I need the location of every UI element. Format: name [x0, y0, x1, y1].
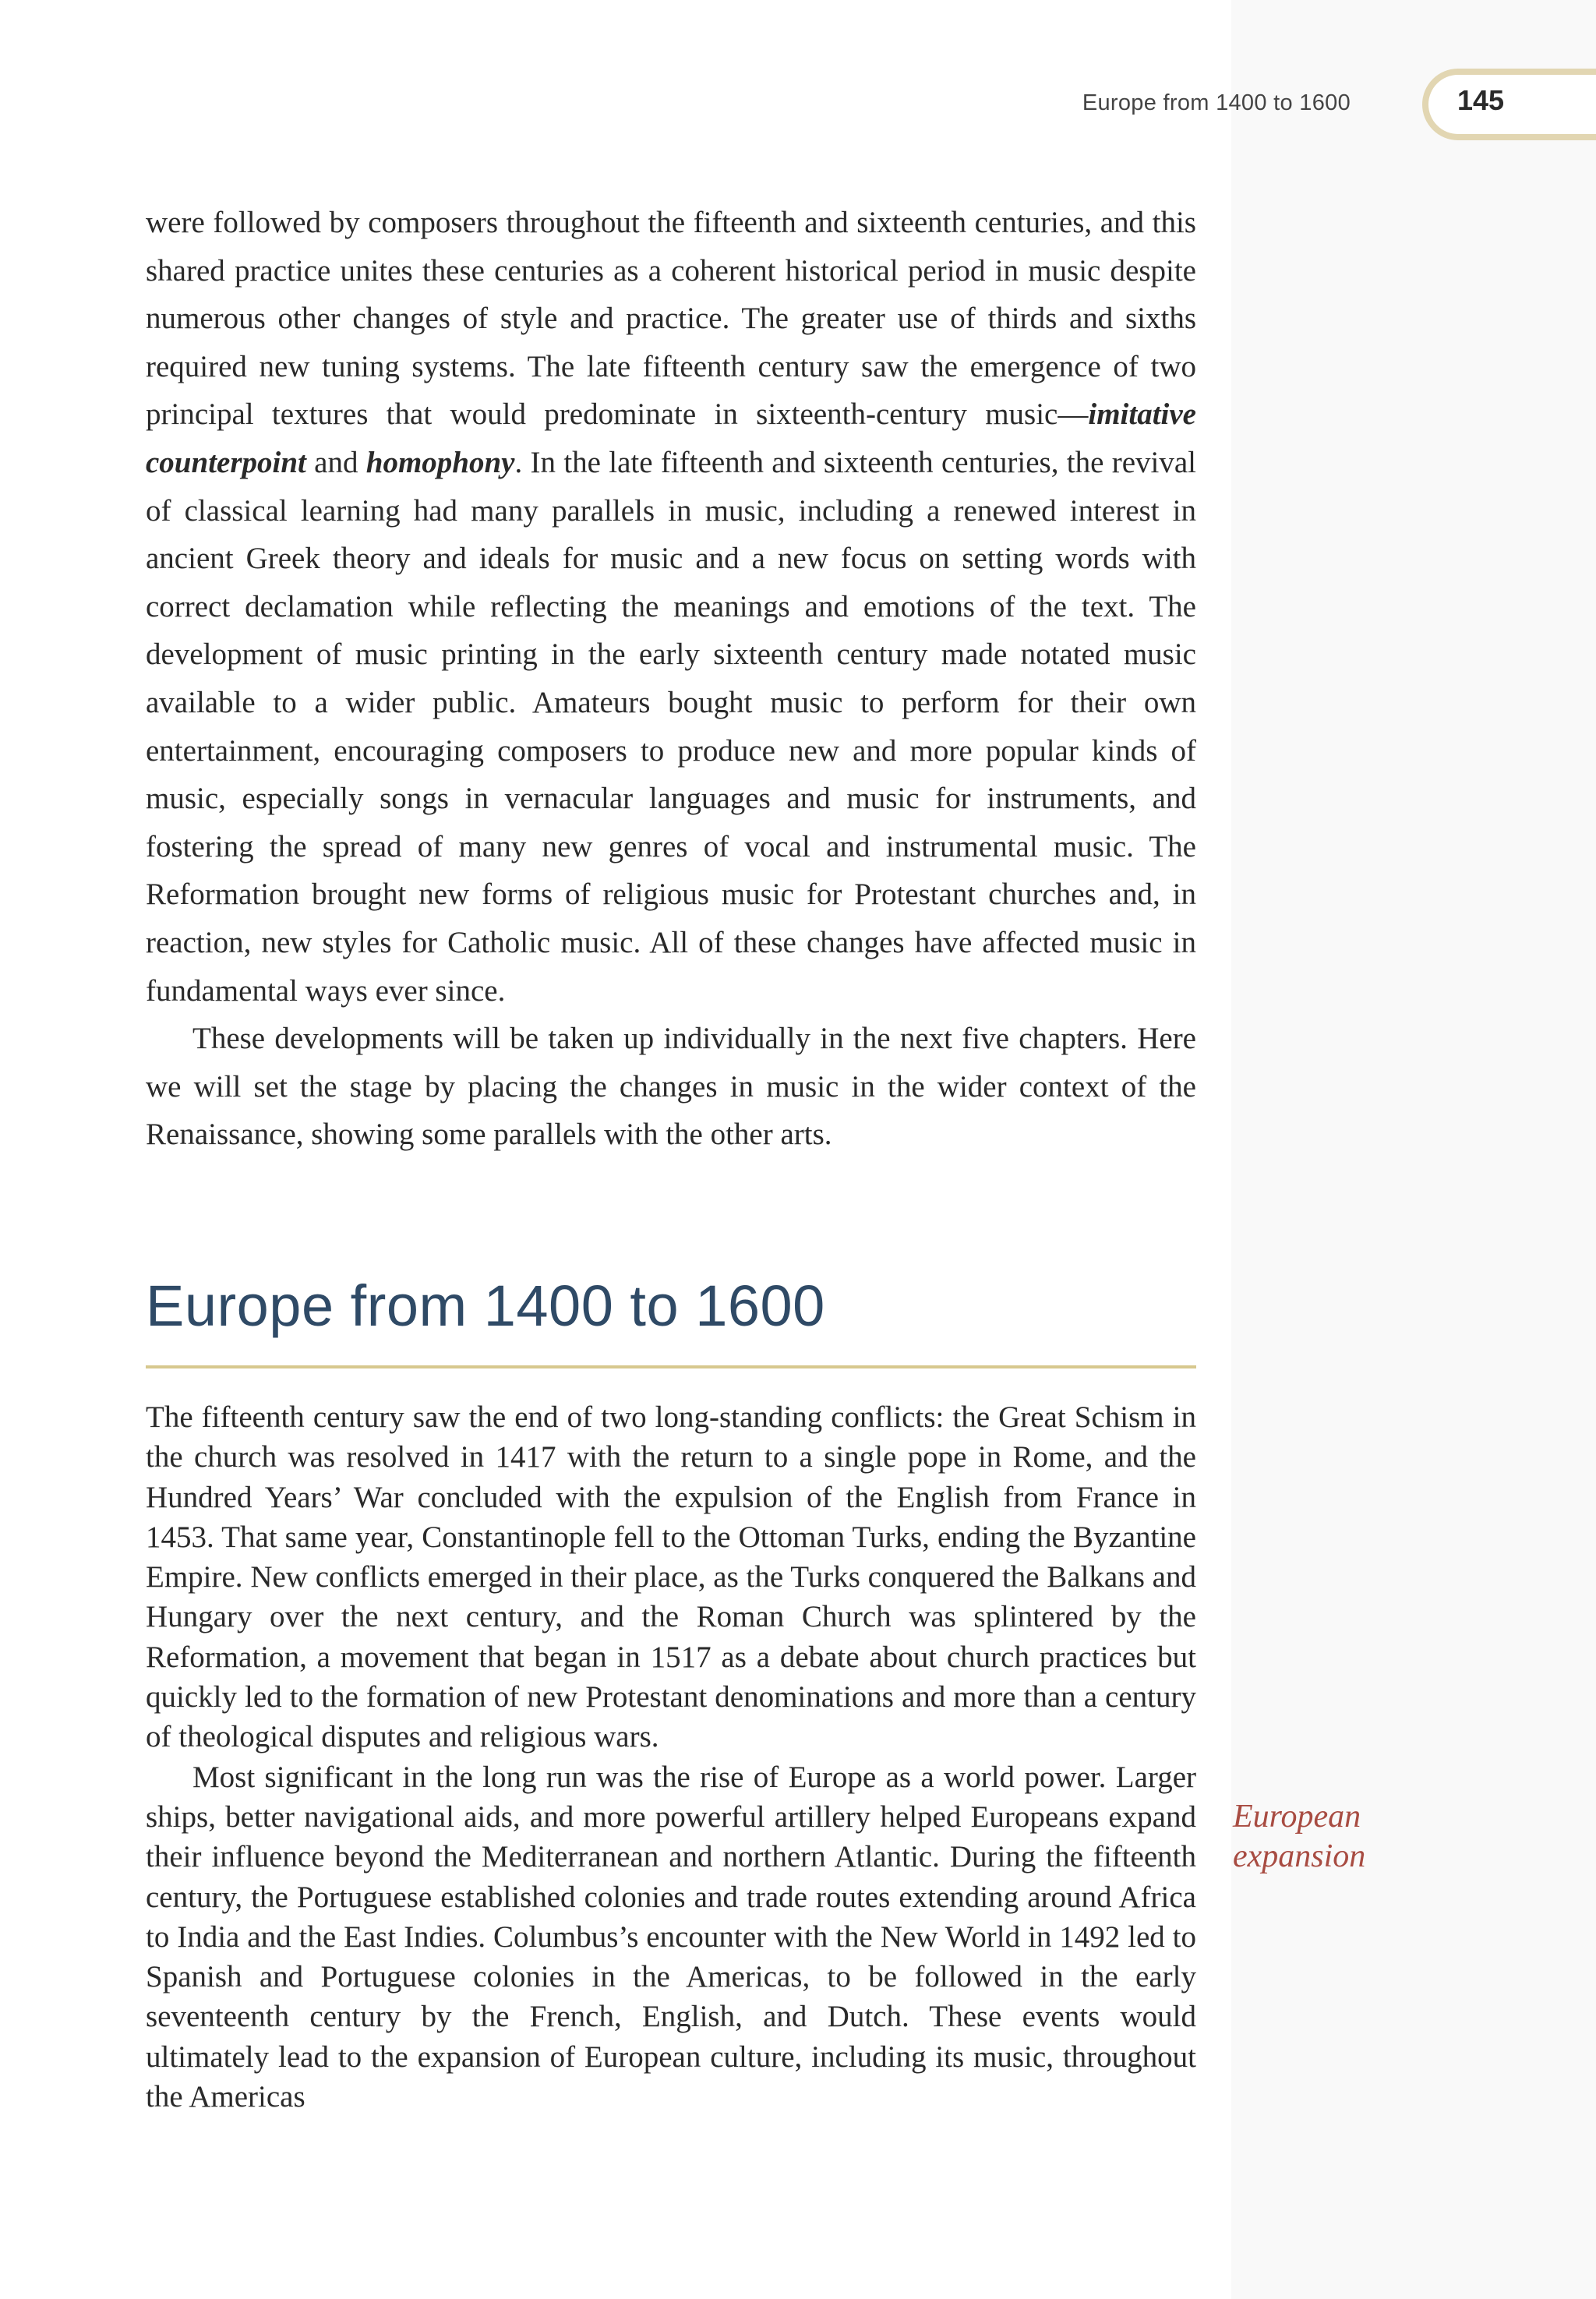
intro-p1-and: and [305, 445, 366, 479]
margin-strip [1231, 0, 1596, 2299]
margin-note-line-2: expansion [1233, 1838, 1366, 1875]
page-number-tab [1422, 69, 1596, 140]
term-imitative-counterpoint: imitative counterpoint [146, 397, 1196, 479]
running-head: Europe from 1400 to 1600 [1082, 90, 1351, 115]
section-title-rule [146, 1365, 1196, 1368]
intro-p1-part-a: were followed by composers throughout the fifteenth and sixteenth centuries, and this shared practice unites these centuries as a coherent historical period in music despite numerous other changes of style and practice. The greater use of thirds and sixths required new tuning systems. The late fifteenth century saw the emergence of two principal textures that would predominate in sixteenth-century music— [146, 206, 1196, 432]
section-paragraph-2: Most significant in the long run was the rise of Europe as a world power. Larger ships, better navigational aids, and more powerful artillery helped Europeans expand their influence beyond the Mediterranean and northern Atlantic. During the fifteenth century, the Portuguese established colonies and trade routes extending around Africa to India and the East Indies. Columbus’s encounter with the New World in 1492 led to Spanish and Portuguese colonies in the Americas, to be followed in the early seventeenth century by the French, English, and Dutch. These events would ultimately lead to the expansion of European culture, including its music, throughout the Americas [146, 1760, 1196, 2114]
intro-paragraph-2: These developments will be taken up individually in the next five chapters. Here we will set the stage by placing the changes in music in the wider context of the Renaissance, showing some parallels with the other arts. [146, 1022, 1196, 1152]
section-title: Europe from 1400 to 1600 [146, 1273, 825, 1338]
intro-p1-part-b: . In the late fifteenth and sixteenth centuries, the revival of classical learning had many parallels in music, including a renewed interest in ancient Greek theory and ideals for music and a new focus on setting words with correct declamation while reflecting the meanings and emotions of the text. The development of music printing in the early sixteenth century made notated music available to a wider public. Amateurs bought music to perform for their own entertainment, encouraging composers to produce new and more popular kinds of music, especially songs in vernacular languages and music for instruments, and fostering the spread of many new genres of vocal and instrumental music. The Reformation brought new forms of religious music for Protestant churches and, in reaction, new styles for Catholic music. All of these changes have affected music in fundamental ways ever since. [146, 445, 1196, 1008]
intro-paragraph-1 [146, 199, 1196, 1015]
page-number: 145 [1457, 84, 1505, 116]
section-paragraph-1: The fifteenth century saw the end of two long-standing conflicts: the Great Schism in the church was resolved in 1417 with the return to a single pope in Rome, and the Hundred Years’ War concluded with the expulsion of the English from France in 1453. That same year, Constantinople fell to the Ottoman Turks, ending the Byzantine Empire. New conflicts emerged in their place, as the Turks conquered the Balkans and Hungary over the next century, and the Roman Church was splintered by the Reformation, a movement that began in 1517 as a debate about church practices but quickly led to the formation of new Protestant denominations and more than a century of theological disputes and religious wars. [146, 1400, 1196, 1754]
term-homophony: homophony [365, 445, 515, 479]
margin-note-line-1: European [1233, 1799, 1361, 1835]
margin-note-european-expansion [1233, 1797, 1435, 1877]
intro-text [146, 199, 1196, 1159]
section-text [146, 1397, 1196, 2117]
